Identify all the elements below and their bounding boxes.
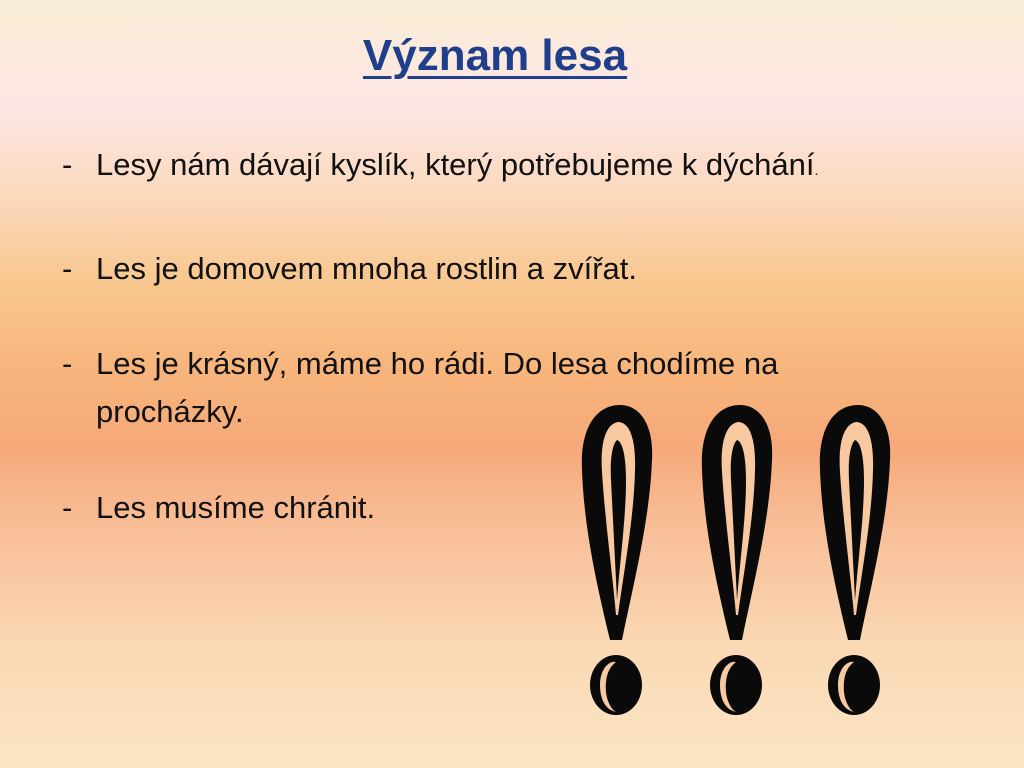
slide-title <box>0 30 990 83</box>
bullet-dash: - <box>62 251 73 286</box>
bullet-dash: - <box>62 147 73 182</box>
bullet-text: Lesy nám dávají kyslík, který potřebujeme k dýchání <box>96 147 815 182</box>
slide-title-text: Význam lesa <box>362 31 628 80</box>
bullet-text: Les musíme chránit. <box>96 490 376 525</box>
bullet-text: Les je krásný, máme ho rádi. Do lesa chodíme na procházky. <box>96 346 779 429</box>
bullet-trailing-period: . <box>814 162 819 178</box>
bullet-text: Les je domovem mnoha rostlin a zvířat. <box>96 251 638 286</box>
bullet-dash: - <box>62 490 73 525</box>
bullet-item-home <box>62 245 962 293</box>
bullet-item-oxygen <box>62 141 962 194</box>
bullet-dash: - <box>62 346 73 381</box>
triple-exclamation-icon <box>570 400 910 730</box>
